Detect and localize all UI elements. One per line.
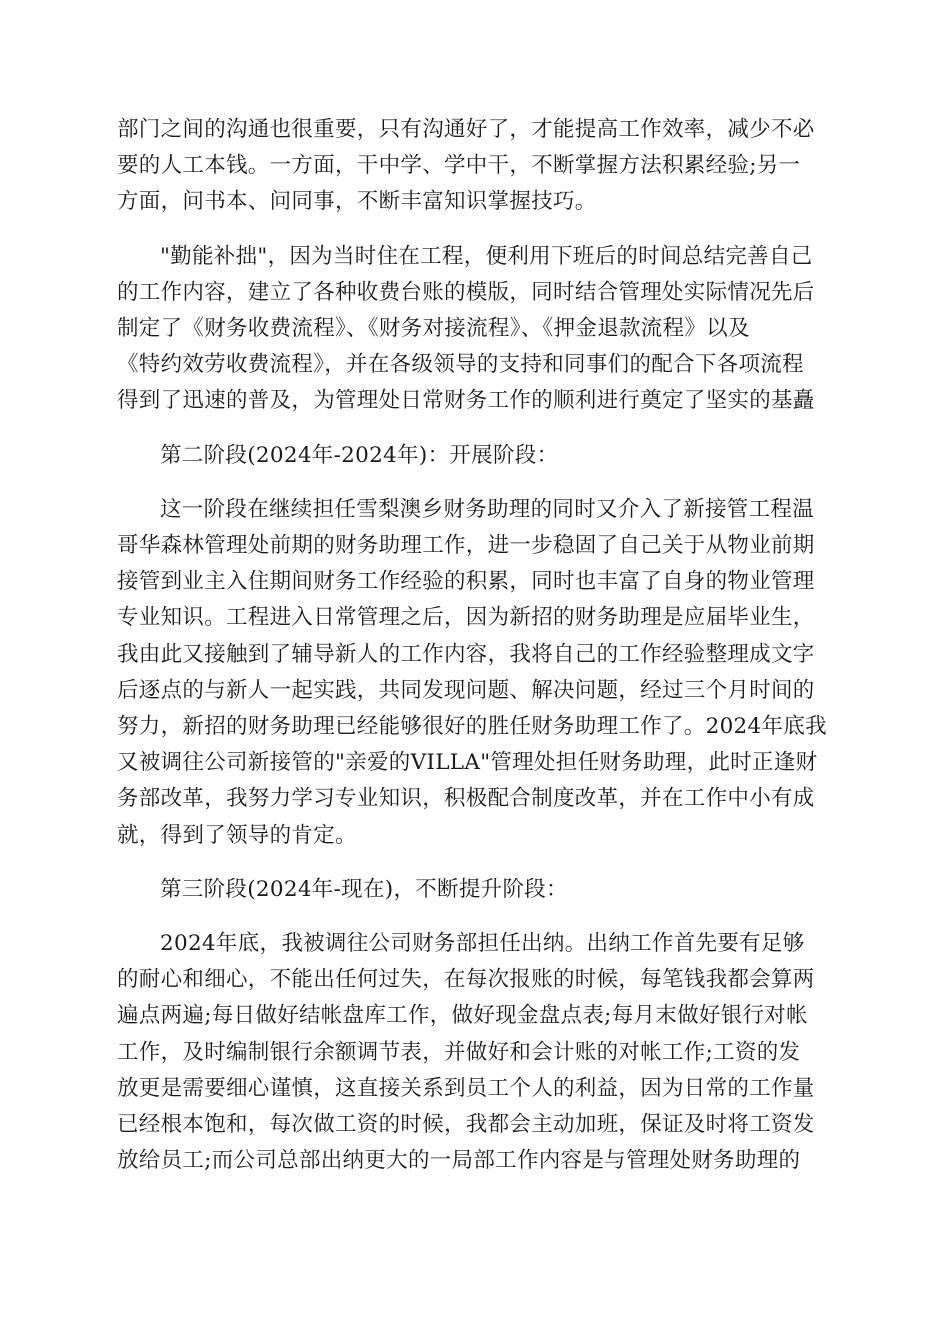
text-line: 后逐点的与新人一起实践，共同发现问题、解决问题，经过三个月时间的 [117,677,815,703]
text-line: 专业知识。工程进入日常管理之后，因为新招的财务助理是应届毕业生， [117,605,815,631]
text-line: 务部改革，我努力学习专业知识，积极配合制度改革，并在工作中小有成 [117,786,815,812]
paragraph [117,926,835,1179]
section-heading [117,438,835,474]
text-line: "勤能补拙"，因为当时住在工程，便利用下班后的时间总结完善自己 [160,243,813,269]
section-heading [117,872,835,908]
text-line: 遍点两遍;每日做好结帐盘库工作，做好现金盘点表;每月末做好银行对帐 [117,1003,808,1029]
text-line: 努力，新招的财务助理已经能够很好的胜任财务助理工作了。2024年底我 [117,714,827,740]
paragraph [117,112,835,221]
text-line: 这一阶段在继续担任雪梨澳乡财务助理的同时又介入了新接管工程温 [160,496,815,522]
text-line: 放更是需要细心谨慎，这直接关系到员工个人的利益，因为日常的工作量 [117,1075,815,1101]
text-line: 要的人工本钱。一方面，干中学、学中干，不断掌握方法积累经验;另一 [117,153,801,179]
text-line: 2024年底，我被调往公司财务部担任出纳。出纳工作首先要有足够 [160,931,805,957]
text-line: 已经根本饱和，每次做工资的时候，我都会主动加班，保证及时将工资发 [117,1112,815,1138]
body-text [117,112,835,1179]
paragraph [117,239,835,420]
text-line: 制定了《财务收费流程》、《财务对接流程》、《押金退款流程》以及 [117,316,750,342]
text-line: 哥华森林管理处前期的财务助理工作，进一步稳固了自己关于从物业前期 [117,533,815,559]
text-line: 得到了迅速的普及，为管理处日常财务工作的顺利进行奠定了坚实的基矗 [117,388,815,414]
text-line: 第三阶段(2024年-现在)，不断提升阶段： [160,876,568,902]
text-line: 接管到业主入住期间财务工作经验的积累，同时也丰富了自身的物业管理 [117,569,815,595]
text-line: 的耐心和细心，不能出任何过失，在每次报账的时候，每笔钱我都会算两 [117,967,815,993]
text-line: 《特约效劳收费流程》，并在各级领导的支持和同事们的配合下各项流程 [117,352,804,378]
text-line: 部门之间的沟通也很重要，只有沟通好了，才能提高工作效率，减少不必 [117,117,815,142]
text-line: 我由此又接触到了辅导新人的工作内容，我将自己的工作经验整理成文字 [117,641,815,667]
text-line: 的工作内容，建立了各种收费台账的模版，同时结合管理处实际情况先后 [117,279,815,305]
text-line: 放给员工;而公司总部出纳更大的一局部工作内容是与管理处财务助理的 [117,1148,801,1174]
text-line: 第二阶段(2024年-2024年)：开展阶段： [160,442,559,468]
paragraph [117,492,835,854]
text-line: 就，得到了领导的肯定。 [117,822,357,848]
text-line: 又被调往公司新接管的"亲爱的VILLA"管理处担任财务助理，此时正逢财 [117,750,818,776]
text-line: 方面，问书本、问同事，不断丰富知识掌握技巧。 [117,189,597,215]
text-line: 工作，及时编制银行余额调节表，并做好和会计账的对帐工作;工资的发 [117,1039,801,1065]
